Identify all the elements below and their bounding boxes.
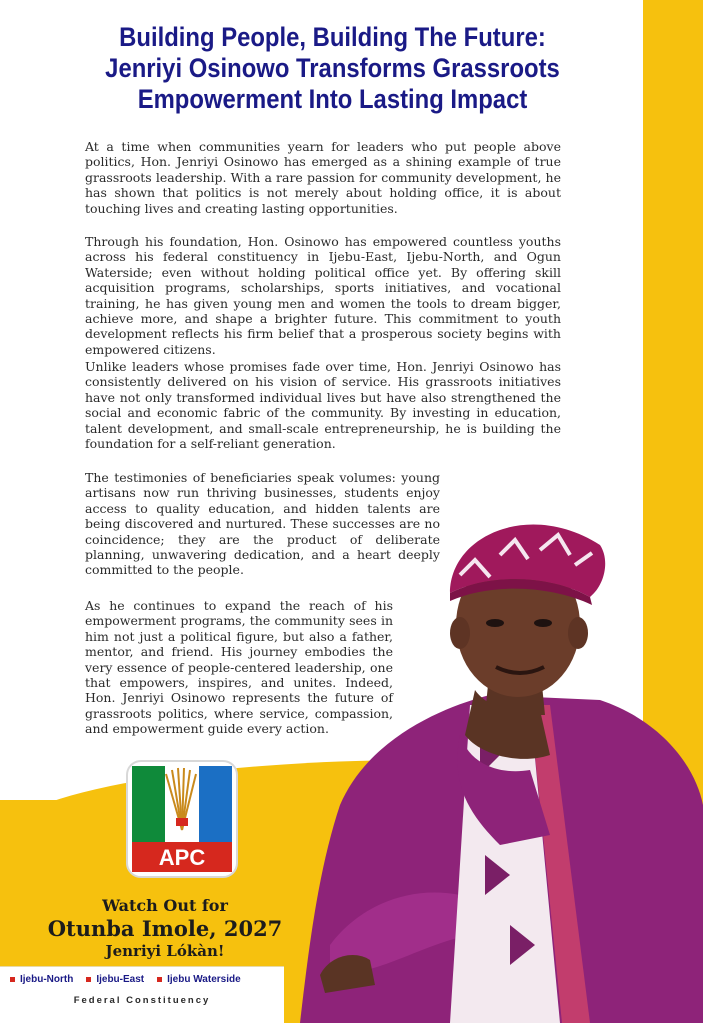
candidate-portrait (300, 505, 703, 1023)
apc-logo (126, 760, 238, 878)
apc-logo-text: APC (158, 845, 206, 870)
paragraph-testimonies: The testimonies of beneficiaries speak volumes: young artisans now run thriving businesses, students enjoy access to quality education, and hidden talents are being discovered and nurtured. These successes are no coincidence; they are the product of deliberate planning, unwavering dedication, and a heart deeply committed to the people. (85, 470, 440, 578)
bullet-icon (10, 977, 15, 982)
ward-item (10, 974, 73, 985)
ward-label: Ijebu-North (20, 974, 74, 985)
headline-line-1: Building People, Building The Future: (119, 22, 546, 52)
bullet-icon (157, 977, 162, 982)
ward-item (86, 974, 144, 985)
paragraph-foundation: Through his foundation, Hon. Osinowo has empowered countless youths across his federal constituency in Ijebu-East, Ijebu-North, and Ogun Waterside; even without holding political office yet. By offering skill acquisition programs, scholarships, sports initiatives, and vocational training, he has given young men and women the tools to dream bigger, achieve more, and shape a brighter future. This commitment to youth development reflects his firm belief that a prosperous society begins with empowered citizens. (85, 234, 561, 357)
ward-list (10, 974, 241, 985)
headline-line-3: Empowerment Into Lasting Impact (137, 84, 528, 114)
bullet-icon (86, 977, 91, 982)
paragraph-intro: At a time when communities yearn for leaders who put people above politics, Hon. Jenriyi Osinowo has emerged as a shining example of true grassroots leadership. With a rare passion for community development, he has shown that politics is not merely about holding office, it is about touching lives and creating lasting opportunities. (85, 139, 561, 216)
call-to-action (20, 896, 310, 961)
paragraph-vision: As he continues to expand the reach of his empowerment programs, the community sees in him not just a political figure, but also a father, mentor, and friend. His journey embodies the very essence of people-centered leadership, one that empowers, inspires, and unites. Indeed, Hon. Jenriyi Osinowo represents the future of grassroots politics, where service, compassion, and empowerment guide every action. (85, 598, 393, 737)
headline-line-2: Jenriyi Osinowo Transforms Grassroots (105, 53, 560, 83)
cta-line-3: Jenriyi Lókàn! (105, 942, 225, 960)
paragraph-service: Unlike leaders whose promises fade over time, Hon. Jenriyi Osinowo has consistently delivered on his vision of service. His grassroots initiatives have not only transformed individual lives but have also strengthened the social and economic fabric of the community. By investing in education, talent development, and small-scale entrepreneurship, he is building the foundation for a self-reliant generation. (85, 359, 561, 452)
ward-label: Ijebu-East (96, 974, 145, 985)
cta-line-1: Watch Out for (102, 896, 228, 915)
cta-line-2: Otunba Imole, 2027 (47, 916, 283, 941)
headline (69, 22, 596, 115)
ward-label: Ijebu Waterside (167, 974, 241, 985)
federal-constituency-label: Federal Constituency (73, 995, 211, 1006)
ward-item (157, 974, 241, 985)
